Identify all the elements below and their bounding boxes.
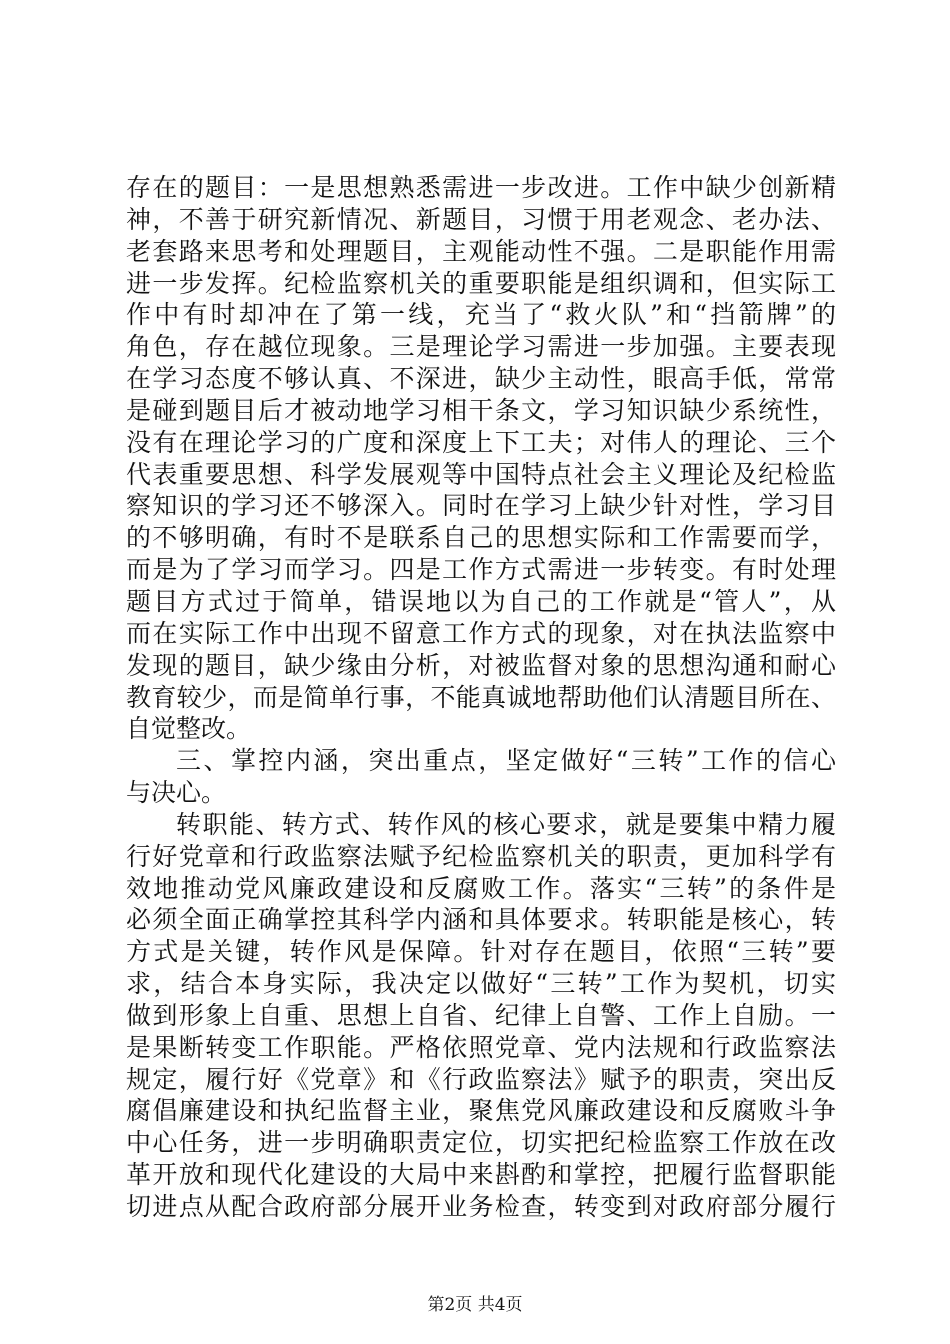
text-line: 进一步发挥。纪检监察机关的重要职能是组织调和，但实际工 (126, 268, 836, 298)
text-line: 革开放和现代化建设的大局中来斟酌和掌控，把履行监督职能 (126, 1160, 836, 1190)
text-line: 而在实际工作中出现不留意工作方式的现象，对在执法监察中 (126, 618, 836, 648)
text-line: 角色，存在越位现象。三是理论学习需进一步加强。主要表现 (126, 332, 836, 362)
text-line: 规定，履行好《党章》和《行政监察法》赋予的职责，突出反 (126, 1064, 836, 1094)
section-heading-line: 三、掌控内涵，突出重点，坚定做好“三转”工作的信心 (176, 746, 836, 776)
text-line: 是果断转变工作职能。严格依照党章、党内法规和行政监察法 (126, 1032, 836, 1062)
text-line: 腐倡廉建设和执纪监督主业，聚焦党风廉政建设和反腐败斗争 (126, 1096, 836, 1126)
text-line: 作中有时却冲在了第一线，充当了“救火队”和“挡箭牌”的 (126, 300, 836, 330)
text-line: 切进点从配合政府部分展开业务检查，转变到对政府部分履行 (126, 1192, 836, 1221)
page-number-footer: 第2页 共4页 (427, 1295, 523, 1315)
text-line: 而是为了学习而学习。四是工作方式需进一步转变。有时处理 (126, 555, 836, 585)
text-line: 察知识的学习还不够深入。同时在学习上缺少针对性，学习目 (126, 491, 836, 521)
section-heading-line: 与决心。 (126, 778, 227, 808)
text-line: 存在的题目：一是思想熟悉需进一步改进。工作中缺少创新精 (126, 173, 836, 202)
text-line: 转职能、转方式、转作风的核心要求，就是要集中精力履 (176, 809, 836, 839)
text-line: 自觉整改。 (126, 714, 252, 744)
text-line: 中心任务，进一步明确职责定位，切实把纪检监察工作放在改 (126, 1128, 836, 1158)
text-line: 教育较少，而是简单行事，不能真诚地帮助他们认清题目所在、 (126, 682, 836, 712)
text-line: 求，结合本身实际，我决定以做好“三转”工作为契机，切实 (126, 969, 836, 999)
text-line: 在学习态度不够认真、不深进，缺少主动性，眼高手低，常常 (126, 364, 836, 394)
text-line: 的不够明确，有时不是联系自己的思想实际和工作需要而学， (126, 523, 836, 553)
text-line: 题目方式过于简单，错误地以为自己的工作就是“管人”，从 (126, 586, 836, 616)
body-text (126, 172, 836, 1223)
text-line: 没有在理论学习的广度和深度上下工夫；对伟人的理论、三个 (126, 427, 836, 457)
text-line: 发现的题目，缺少缘由分析，对被监督对象的思想沟通和耐心 (126, 650, 836, 680)
text-line: 效地推动党风廉政建设和反腐败工作。落实“三转”的条件是 (126, 873, 836, 903)
text-line: 行好党章和行政监察法赋予纪检监察机关的职责，更加科学有 (126, 841, 836, 871)
text-line: 老套路来思考和处理题目，主观能动性不强。二是职能作用需 (126, 236, 836, 266)
text-line: 代表重要思想、科学发展观等中国特点社会主义理论及纪检监 (126, 459, 836, 489)
text-line: 是碰到题目后才被动地学习相干条文，学习知识缺少系统性， (126, 395, 836, 425)
text-line: 做到形象上自重、思想上自省、纪律上自警、工作上自励。一 (126, 1000, 836, 1030)
text-line: 必须全面正确掌控其科学内涵和具体要求。转职能是核心，转 (126, 905, 836, 935)
text-line: 方式是关键，转作风是保障。针对存在题目，依照“三转”要 (126, 937, 836, 967)
text-line: 神，不善于研究新情况、新题目，习惯于用老观念、老办法、 (126, 204, 836, 234)
